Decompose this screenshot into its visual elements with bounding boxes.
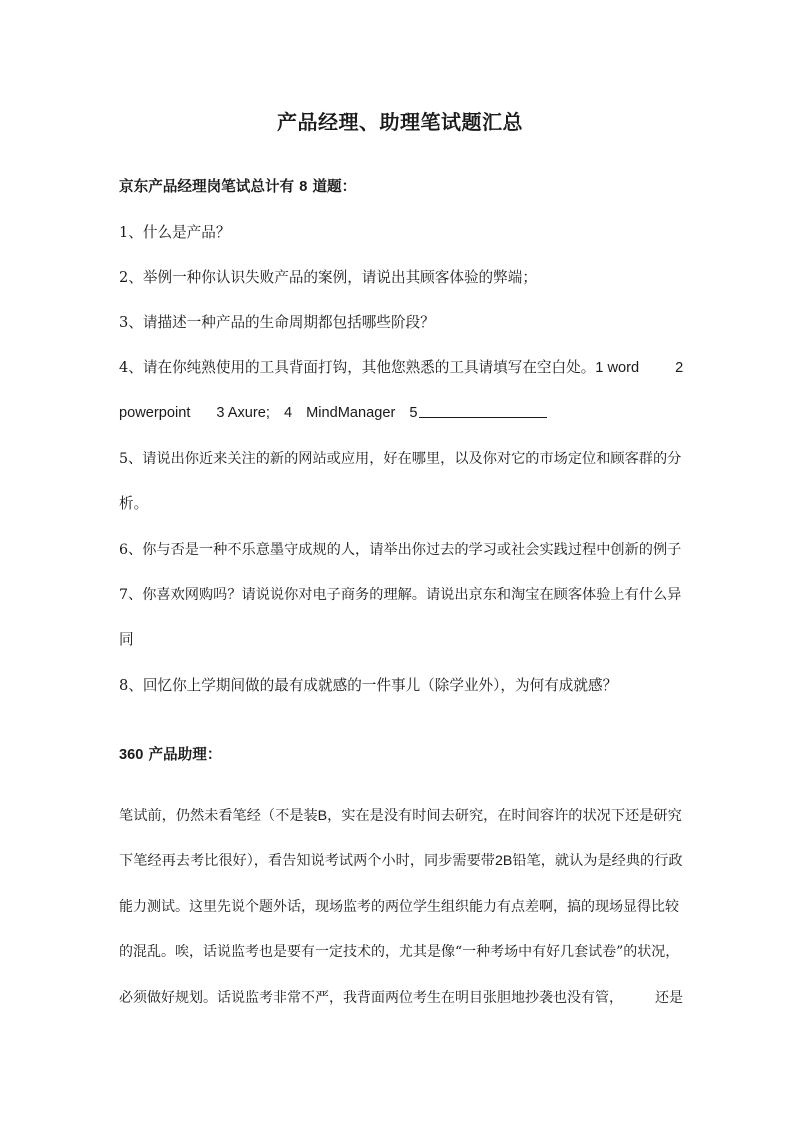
jd-heading-count: 8 xyxy=(299,179,308,195)
tool-option-2-name: powerpoint xyxy=(119,405,191,421)
question-7-line-2: 同 xyxy=(119,631,134,648)
paragraph-text: ，实在是没有时间去研究，在时间容许的状况下还是研究 xyxy=(327,808,682,824)
fill-in-blank[interactable] xyxy=(419,403,547,418)
tool-option-3: 3 Axure; xyxy=(216,405,270,421)
360-section-heading xyxy=(119,745,684,765)
360-heading-number: 360 xyxy=(119,747,144,763)
paragraph-line-1 xyxy=(119,806,684,826)
question-2: 2、举例一种你认识失败产品的案例，请说出其顾客体验的弊端； xyxy=(119,269,537,286)
paragraph-text: B xyxy=(317,808,328,824)
question-5-line-2: 析。 xyxy=(119,495,149,512)
paragraph-text: 下笔经再去考比很好），看告知说考试两个小时，同步需要带 xyxy=(119,853,495,869)
question-1: 1、什么是产品？ xyxy=(119,224,231,241)
jd-heading-suffix: 道题： xyxy=(312,178,357,195)
paragraph-line-4: 的混乱。唉，话说监考也是要有一定技术的，尤其是像“一种考场中有好几套试卷”的状况， xyxy=(119,944,680,960)
paragraph-line-5 xyxy=(119,988,684,1008)
question-5-line-1: 5、请说出你近来关注的新的网站或应用，好在哪里，以及你对它的市场定位和顾客群的分 xyxy=(119,451,682,467)
page-title: 产品经理、助理笔试题汇总 xyxy=(277,110,523,134)
jd-heading-prefix: 京东产品经理岗笔试总计有 xyxy=(119,178,295,195)
tool-option-4-name: MindManager xyxy=(306,405,396,421)
question-7-line-1: 7、你喜欢网购吗？请说说你对电子商务的理解。请说出京东和淘宝在顾客体验上有什么异 xyxy=(119,587,682,603)
question-4-line-1 xyxy=(119,358,684,378)
tool-option-2-number: 2 xyxy=(675,360,684,376)
paragraph-text: 2B xyxy=(494,853,513,869)
360-heading-text: 产品助理： xyxy=(148,746,222,763)
paragraph-text: 还是 xyxy=(655,990,683,1006)
question-6: 6、你与否是一种不乐意墨守成规的人，请举出你过去的学习或社会实践过程中创新的例子 xyxy=(119,542,682,558)
question-4-text: 4、请在你纯熟使用的工具背面打钩，其他您熟悉的工具请填写在空白处。 xyxy=(119,359,596,376)
tool-option-1: 1 word xyxy=(595,360,640,376)
paragraph-text: 必须做好规划。话说监考非常不严，我背面两位考生在明目张胆地抄袭也没有管， xyxy=(119,990,623,1006)
tool-option-4-number: 4 xyxy=(283,405,293,421)
paragraph-text: 笔试前，仍然未看笔经（不是装 xyxy=(119,808,318,824)
paragraph-line-3: 能力测试。这里先说个题外话，现场监考的两位学生组织能力有点差啊，搞的现场显得比较 xyxy=(119,899,679,915)
question-4-line-2 xyxy=(119,403,684,423)
jd-section-heading xyxy=(119,177,684,197)
tool-option-5: 5 xyxy=(409,405,418,421)
paragraph-line-2 xyxy=(119,851,684,871)
question-3: 3、请描述一种产品的生命周期都包括哪些阶段？ xyxy=(119,314,435,331)
paragraph-text: 铅笔，就认为是经典的行政 xyxy=(512,853,683,869)
question-8: 8、回忆你上学期间做的最有成就感的一件事儿（除学业外），为何有成就感？ xyxy=(119,677,618,694)
